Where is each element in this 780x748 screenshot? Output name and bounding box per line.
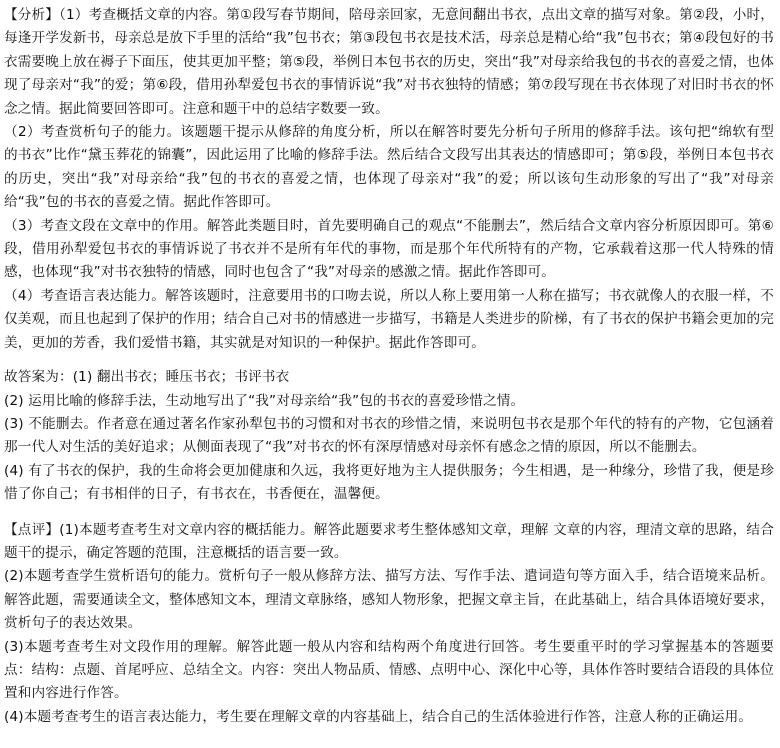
analysis-section (4, 4, 774, 355)
analysis-paragraph-4: （4）考查语言表达能力。解答该题时，注意要用书的口吻去说，所以人称上要用第一人称在描写；书衣就像人的衣服一样，不仅美观，而且也起到了保护的作用；结合自己对书的情感进一步描写，书籍是人类进步的阶梯，有了书衣的保护书籍会更加的完美，更加的芳香，我们爱惜书籍，其实就是对知识的一种保护。据此作答即可。 (4, 287, 774, 351)
comment-paragraph-4: (4)本题考查考生的语言表达能力，考生要在理解文章的内容基础上，结合自己的生活体验进行作答，注意人称的正确运用。 (4, 708, 753, 725)
answer-section (4, 366, 774, 506)
answer-line-4: (4) 有了书衣的保护，我的生命将会更加健康和久远，我将更好地为主人提供服务；今生相遇，是一种缘分，珍惜了我，便是珍惜了你自己；有书相伴的日子，有书衣在，书香便在，温馨便。 (4, 462, 774, 503)
analysis-paragraph-3: （3）考查文段在文章中的作用。解答此类题目时，首先要明确自己的观点“不能删去”，然后结合文章内容分析原因即可。第⑥段，借用孙犁爱包书衣的事情诉说了书衣并不是所有年代的事物，而是那个年代所特有的产物，它承载着这那一代人特殊的情感，也体现“我”对书衣独特的情感，同时也包含了“我”对母亲的感激之情。据此作答即可。 (4, 217, 774, 281)
comment-paragraph-3: (3)本题考查考生对文段作用的理解。解答此题一般从内容和结构两个角度进行回答。考生要重平时的学习掌握基本的答题要点：结构：点题、首尾呼应、总结全文。内容：突出人物品质、情感、点明中心、深化中心等，具体作答时要结合语段的具体位置和内容进行作答。 (4, 638, 774, 702)
section-spacer (4, 507, 774, 519)
comment-paragraph-2: (2)本题考查学生赏析语句的能力。赏析句子一般从修辞方法、描写方法、写作手法、遣词造句等方面入手，结合语境来品析。解答此题，需要通读全文，整体感知文本，理清文章脉络，感知人物形象，把握文章主旨，在此基础上，结合具体语境好要求，赏析句子的表达效果。 (4, 568, 774, 632)
section-spacer (4, 355, 774, 366)
analysis-paragraph-2: （2）考查赏析句子的能力。该题题干提示从修辞的角度分析，所以在解答时要先分析句子所用的修辞手法。该句把“绵软有型的书衣”比作“黛玉葬花的锦囊”，因此运用了比喻的修辞手法。然后结合文段写出其表达的情感即可；第⑤段，举例日本包书衣的历史，突出“我”对母亲给“我”包的书衣的喜爱之情，也体现了母亲对“我”的爱；所以该句生动形象的写出了“我”对母亲给“我”包的书衣的喜爱之情。据此作答即可。 (4, 124, 774, 211)
comment-paragraph-1: 【点评】(1)本题考查考生对文章内容的概括能力。解答此题要求考生整体感知文章，理解 文章的内容，理清文章的思路，结合题干的提示，确定答题的范围，注意概括的语言要一致。 (4, 521, 774, 561)
comment-section (4, 519, 774, 730)
answer-line-2: (2) 运用比喻的修辞手法，生动地写出了“我”对母亲给“我”包的书衣的喜爱珍惜之情。 (4, 392, 525, 409)
answer-line-3: (3) 不能删去。作者意在通过著名作家孙犁包书的习惯和对书衣的珍惜之情，来说明包书衣是那个年代的特有的产物，它包涵着那一代人对生活的美好追求；从侧面表现了“我”对书衣的怀有深厚情感对母亲怀有感念之情的原因，所以不能删去。 (4, 415, 774, 456)
analysis-paragraph-1: 【分析】（1）考查概括文章的内容。第①段写春节期间，陪母亲回家，无意间翻出书衣，点出文章的描写对象。第②段，小时，每逢开学发新书，母亲总是放下手里的活给“我”包书衣；第③段包书衣是技术活，母亲总是精心给“我”包书衣；第④段包好的书衣需要晚上放在褥子下面压，使其更加平整；第⑤段，举例日本包书衣的历史，突出“我”对母亲给我包的书衣的喜爱之情，也体现了母亲对“我”的爱；第⑥段，借用孙犁爱包书衣的事情诉说“我”对书衣独特的情感；第⑦段写现在书衣体现了对旧时书衣的怀念之情。据此简要回答即可。注意和题干中的总结字数要一致。 (4, 7, 774, 117)
answer-line-1: 故答案为：(1) 翻出书衣；睡压书衣；书评书衣 (4, 369, 290, 386)
